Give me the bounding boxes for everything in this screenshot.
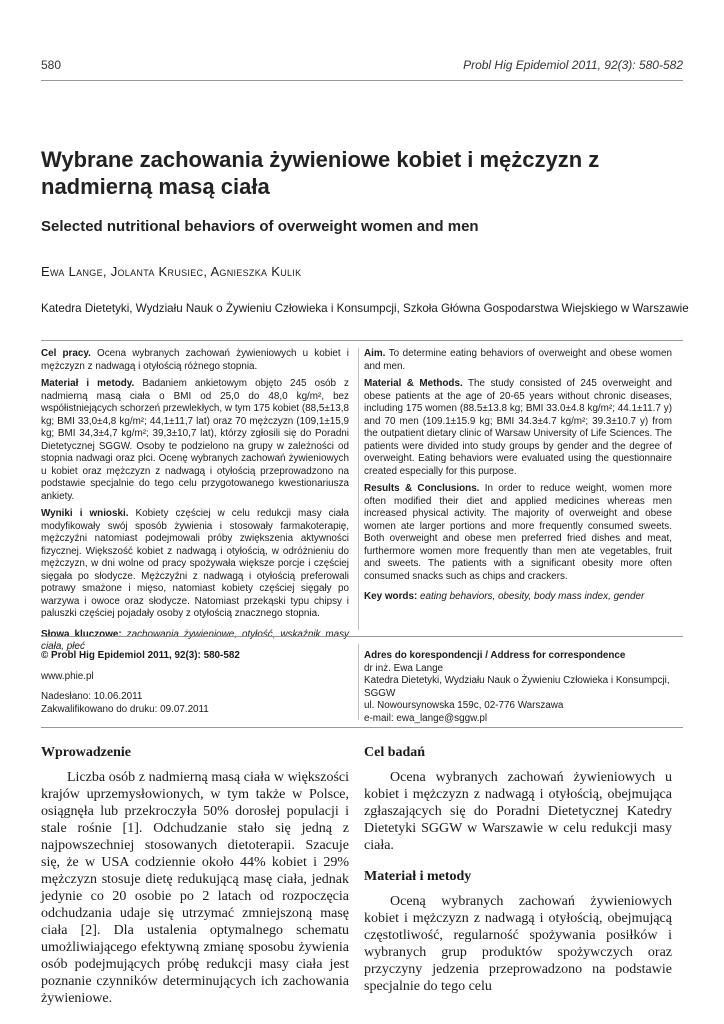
abstract-column-divider xyxy=(358,348,359,630)
keywords-label: Słowa kluczowe: xyxy=(41,628,122,640)
introduction-heading: Wprowadzenie xyxy=(41,745,131,760)
abstract-rule-top xyxy=(41,340,683,341)
aim-text: To determine eating behaviors of overweight and obese women and men. xyxy=(364,348,672,372)
info-rule-bottom xyxy=(41,727,683,728)
abstract-en-methods xyxy=(364,378,672,478)
aim-label: Aim. xyxy=(364,348,386,359)
methods-text: The study consisted of 245 overweight and obese patients at the age of 20-65 years without chronic diseases, including 175 women (88.5±13.8 kg; BMI 33.0±4.8 kg/m²; 44.1±11.7 y) and 70 men (109.1±15.9 kg; BMI 34.3±4.7 kg/m²; 39.3±10.7 y) from the outpatient dietary clinic of Warsaw University of Life Sciences. The patients were divided into study groups by gender and the degree of overweight. Eating behaviors were evaluated using the questionnaire created especially for this purpose. xyxy=(364,378,672,477)
copyright: © Probl Hig Epidemiol 2011, 92(3): 580-582 xyxy=(41,650,240,661)
title-english: Selected nutritional behaviors of overweight women and men xyxy=(41,218,479,235)
correspondence-dept: Katedra Dietetyki, Wydziału Nauk o Żywieniu Człowieka i Konsumpcji, SGGW xyxy=(364,675,670,699)
results-text: In order to reduce weight, women more often modified their diet and applied medicines whereas men increased physical activity. The majority of overweight and obese women ate larger portions and more frequently consumed sweets. Both overweight and obese men preferred fried dishes and meat, furthermore women more frequently than men ate vegetables, fruit and sweets. The patients with a significant obesity more often consumed snacks such as chips and crackers. xyxy=(364,483,672,582)
abstract-pl-results xyxy=(41,508,349,621)
correspondence-address: ul. Nowoursynowska 159c, 02-776 Warszawa xyxy=(364,700,564,711)
abstract-en-aim xyxy=(364,348,672,373)
results-text: Kobiety częściej w celu redukcji masy ciała modyfikowały swój sposób żywienia i stosowały farmakoterapię, mężczyźni natomiast podejmowali próby zwiększenia aktywności fizycznej. Większość kobiet z nadwagą i otyłością, w odróżnieniu do mężczyzn, w dni wolne od pracy spożywała większe porcje i częściej sięgała po słodycze. Mężczyźni z nadwagą i otyłością preferowali potrawy smażone i mięso, natomiast kobiety częściej sięgały po warzywa i owoce oraz słodycze. Natomiast przekąski typu chipsy i paluszki częściej pojadały osoby z otyłością znacznego stopnia. xyxy=(41,508,349,619)
aim-heading: Cel badań xyxy=(364,745,426,760)
affiliation: Katedra Dietetyki, Wydziału Nauk o Żywieniu Człowieka i Konsumpcji, Szkoła Główna Gospodarstwa Wiejskiego w Warszawie xyxy=(41,302,689,315)
correspondence xyxy=(364,650,674,725)
journal-reference: Probl Hig Epidemiol 2011, 92(3): 580-582 xyxy=(463,58,683,72)
correspondence-name: dr inż. Ewa Lange xyxy=(364,662,444,674)
abstract-english xyxy=(364,348,672,609)
abstract-rule-middle xyxy=(41,636,683,637)
publication-info xyxy=(41,650,341,716)
authors: Ewa Lange, Jolanta Krusiec, Agnieszka Kulik xyxy=(41,264,302,279)
received-date: Nadesłano: 10.06.2011 xyxy=(41,691,143,702)
abstract-en-results xyxy=(364,483,672,583)
introduction-text: Liczba osób z nadmierną masą ciała w większości krajów uprzemysłowionych, w tym także w Polsce, osiągnęła lub przekroczyła 50% dorosłej populacji i stale rośnie [1]. Odchudzanie stało się jedną z najpowszechniej stosowanych dietoterapii. Szacuje się, że w USA codziennie około 44% kobiet i 29% mężczyzn stosuje dietę redukującą masę ciała, jednak jedynie co 20 osobie po 2 latach od rozpoczęcia odchudzania udaje się utrzymać zmniejszoną masę ciała [2]. Dla ustalenia optymalnego schematu umożliwiającego efektywną zmianę sposobu żywienia osób podejmujących próbę redukcji masy ciała jest poznanie czynników determinujących ich zachowania żywieniowe. xyxy=(41,770,349,1006)
page-number: 580 xyxy=(41,58,62,72)
abstract-pl-methods xyxy=(41,378,349,503)
title-polish: Wybrane zachowania żywieniowe kobiet i mężczyzn z nadmierną masą ciała xyxy=(41,147,600,199)
keywords-label: Key words: xyxy=(364,591,418,602)
abstract-polish xyxy=(41,348,349,659)
correspondence-heading: Adres do korespondencji / Address for correspondence xyxy=(364,650,626,661)
abstract-en-keywords xyxy=(364,591,672,604)
correspondence-email[interactable]: e-mail: ewa_lange@sggw.pl xyxy=(364,712,488,724)
results-label: Results & Conclusions. xyxy=(364,483,480,494)
header-rule xyxy=(41,80,683,81)
methods-heading: Materiał i metody xyxy=(364,869,472,884)
aim-text: Ocena wybranych zachowań żywieniowych u kobiet i mężczyzn z nadwagą i otyłością, obejmująca zgłaszających się do Poradni Dietetycznej Katedry Dietetyki SGGW w Warszawie w celu redukcji masy ciała. xyxy=(364,770,672,853)
results-label: Wyniki i wnioski. xyxy=(41,508,129,519)
methods-text: Badaniem ankietowym objęto 245 osób z nadmierną masą ciała o BMI od 25,0 do 48,0 kg/m², bez współistniejących schorzeń przewlekłych, w tym 175 kobiet (88,5±13,8 kg; BMI 33,0±4,8 kg/m²; 44,1±11,7 lat) oraz 70 mężczyzn (109,1±15,9 kg; BMI 34,3±4,7 kg/m²; 39,3±10,7 lat), którzy zgłosili się do Poradni Dietetycznej SGGW. Osoby te podzielono na grupy w zależności od stopnia nadwagi oraz płci. Ocenę wybranych zachowań żywieniowych u kobiet oraz mężczyzn z nadwagą i otyłością przeprowadzono na podstawie specjalnie do tego celu przygotowanego kwestionariusza ankiety. xyxy=(41,378,349,502)
website-link[interactable]: www.phie.pl xyxy=(41,670,94,682)
aim-label: Cel pracy. xyxy=(41,348,91,359)
info-column-divider xyxy=(358,644,359,720)
accepted-date: Zakwalifikowano do druku: 09.07.2011 xyxy=(41,703,209,715)
abstract-pl-aim xyxy=(41,348,349,373)
aim-text: Ocena wybranych zachowań żywieniowych u kobiet i mężczyzn z nadwagą i otyłością różnego stopnia. xyxy=(41,348,349,372)
methods-label: Materiał i metody. xyxy=(41,378,135,389)
methods-text: Oceną wybranych zachowań żywieniowych kobiet i mężczyzn z nadwagą i otyłością, obejmującą częstotliwość, regularność spożywania posiłków i wybranych grup produktów spożywczych oraz przyczyny jedzenia przeprowadzono na podstawie specjalnie do tego celu xyxy=(364,894,672,994)
body-right-column xyxy=(364,744,672,995)
keywords-text: zachowania żywieniowe, otyłość, wskaźnik masy ciała, płeć xyxy=(41,628,349,652)
body-left-column xyxy=(41,744,349,1007)
methods-label: Material & Methods. xyxy=(364,378,463,389)
keywords-text: eating behaviors, obesity, body mass index, gender xyxy=(419,591,645,602)
